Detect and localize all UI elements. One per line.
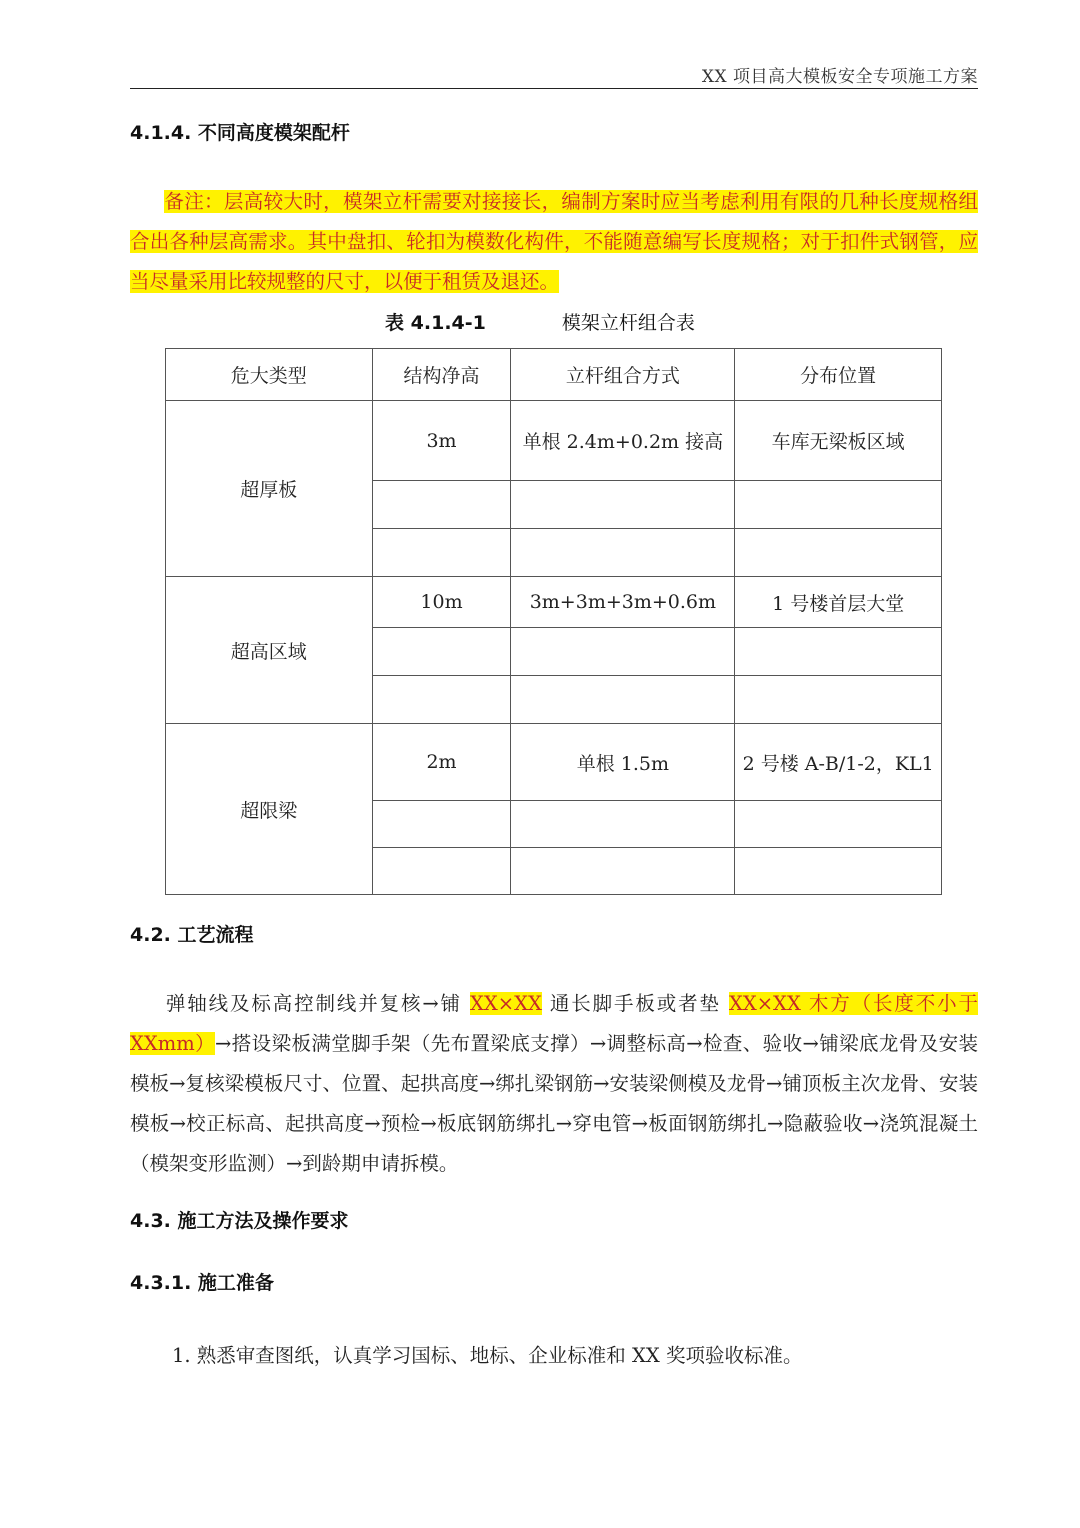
process-highlight-2: XX×XX 木方（长度不小于 XXmm） [130,992,978,1055]
header-cell-type: 危大类型 [166,349,373,401]
section-heading-4-3-1: 4.3.1. 施工准备 [130,1272,274,1294]
location-cell: 车库无梁板区域 [735,401,942,481]
group-type-cell: 超厚板 [166,401,373,577]
location-cell: 2 号楼 A-B/1-2，KL1 [735,724,942,801]
page-header [130,62,978,89]
header-title: XX 项目高大模板安全专项施工方案 [701,67,978,87]
group-type-cell: 超限梁 [166,724,373,895]
table-caption [0,308,1080,335]
table-row [166,724,942,801]
header-cell-location: 分布位置 [735,349,942,401]
header-cell-height: 结构净高 [372,349,511,401]
height-cell: 3m [372,401,511,481]
highlighted-note [130,182,978,302]
list-item: 1. 熟悉审查图纸，认真学习国标、地标、企业标准和 XX 奖项验收标准。 [172,1344,803,1367]
table-row [166,577,942,628]
process-highlight-1: XX×XX [469,992,542,1015]
section-heading-4-2: 4.2. 工艺流程 [130,924,254,946]
height-cell: 2m [372,724,511,801]
height-cell: 10m [372,577,511,628]
process-text-3: →搭设梁板满堂脚手架（先布置梁底支撑）→调整标高→检查、验收→铺梁底龙骨及安装模板→复核梁模板尺寸、位置、起拱高度→绑扎梁钢筋→安装梁侧模及龙骨→铺顶板主次龙骨、安装模板→校正标高、起拱高度→预检→板底钢筋绑扎→穿电管→板面钢筋绑扎→隐蔽验收→浇筑混凝土（模架变形监测）→到龄期申请拆模。 [130,1032,978,1175]
table-row [166,401,942,481]
table-caption-title: 模架立杆组合表 [561,312,695,334]
combination-cell: 单根 2.4m+0.2m 接高 [511,401,735,481]
combination-cell: 3m+3m+3m+0.6m [511,577,735,628]
process-text-1: 弹轴线及标高控制线并复核→铺 [164,992,470,1015]
group-type-cell: 超高区域 [166,577,373,724]
location-cell: 1 号楼首层大堂 [735,577,942,628]
process-text-2: 通长脚手板或者垫 [541,992,729,1015]
process-flow-paragraph [130,984,978,1184]
table-header-row [166,349,942,401]
note-text: 备注：层高较大时，模架立杆需要对接接长，编制方案时应当考虑利用有限的几种长度规格组合出各种层高需求。其中盘扣、轮扣为模数化构件，不能随意编写长度规格；对于扣件式钢管，应当尽量采用比较规整的尺寸，以便于租赁及退还。 [130,190,978,293]
section-heading-4-1-4: 4.1.4. 不同高度模架配杆 [130,122,350,144]
header-cell-combination: 立杆组合方式 [511,349,735,401]
combination-cell: 单根 1.5m [511,724,735,801]
section-heading-4-3: 4.3. 施工方法及操作要求 [130,1210,349,1232]
pole-combination-table [165,348,942,895]
table-caption-number: 表 4.1.4-1 [385,312,486,334]
